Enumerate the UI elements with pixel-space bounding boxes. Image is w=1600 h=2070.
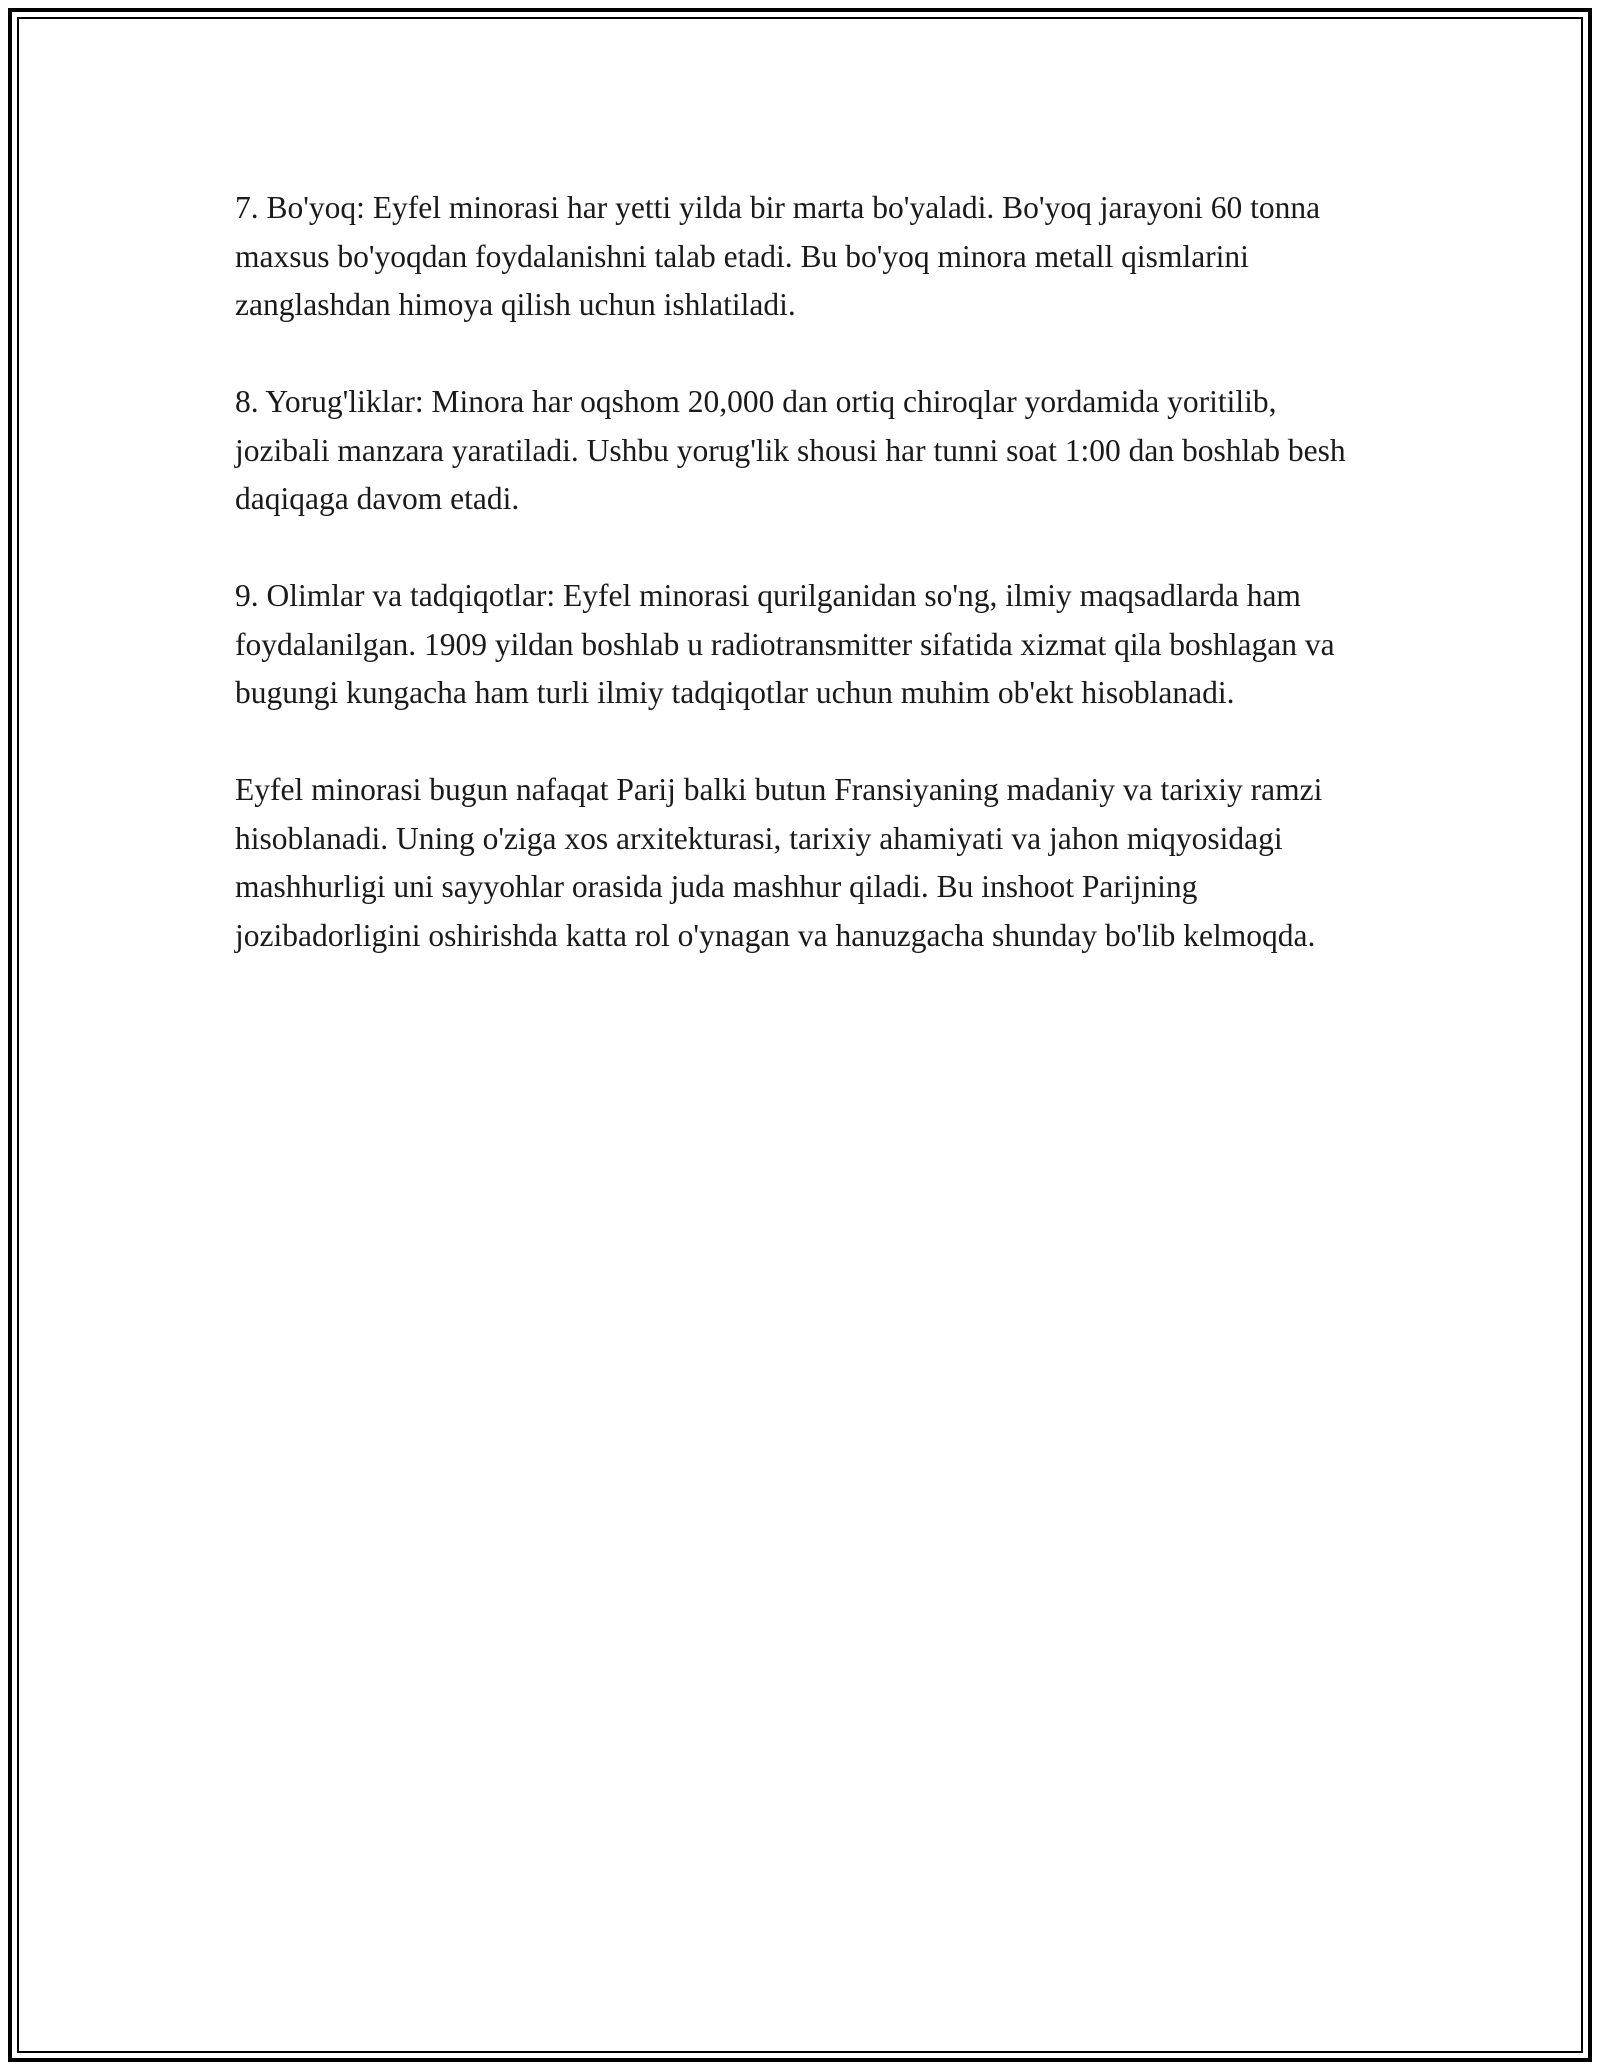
paragraph-conclusion: Eyfel minorasi bugun nafaqat Parij balki butun Fransiyaning madaniy va tarixiy ramzi hisoblanadi. Uning o'ziga xos arxitekturasi, tarixiy ahamiyati va jahon miqyosidagi mashhurligi uni sayyohlar orasida juda mashhur qiladi. Bu inshoot Parijning jozibadorligini oshirishda katta rol o'ynagan va hanuzgacha shunday bo'lib kelmoqda. [235,772,1323,953]
paragraph-lights: 8. Yorug'liklar: Minora har oqshom 20,000 dan ortiq chiroqlar yordamida yoritilib, jozibali manzara yaratiladi. Ushbu yorug'lik shousi har tunni soat 1:00 dan boshlab besh daqiqaga davom etadi. [235,384,1346,516]
paragraph-science: 9. Olimlar va tadqiqotlar: Eyfel minorasi qurilganidan so'ng, ilmiy maqsadlarda ham foydalanilgan. 1909 yildan boshlab u radiotransmitter sifatida xizmat qila boshlagan va bugungi kungacha ham turli ilmiy tadqiqotlar uchun muhim ob'ekt hisoblanadi. [235,578,1335,710]
paragraph-paint: 7. Bo'yoq: Eyfel minorasi har yetti yilda bir marta bo'yaladi. Bo'yoq jarayoni 60 tonna maxsus bo'yoqdan foydalanishni talab etadi. Bu bo'yoq minora metall qismlarini zanglashdan himoya qilish uchun ishlatiladi. [235,190,1321,322]
document-body [235,184,1375,1009]
